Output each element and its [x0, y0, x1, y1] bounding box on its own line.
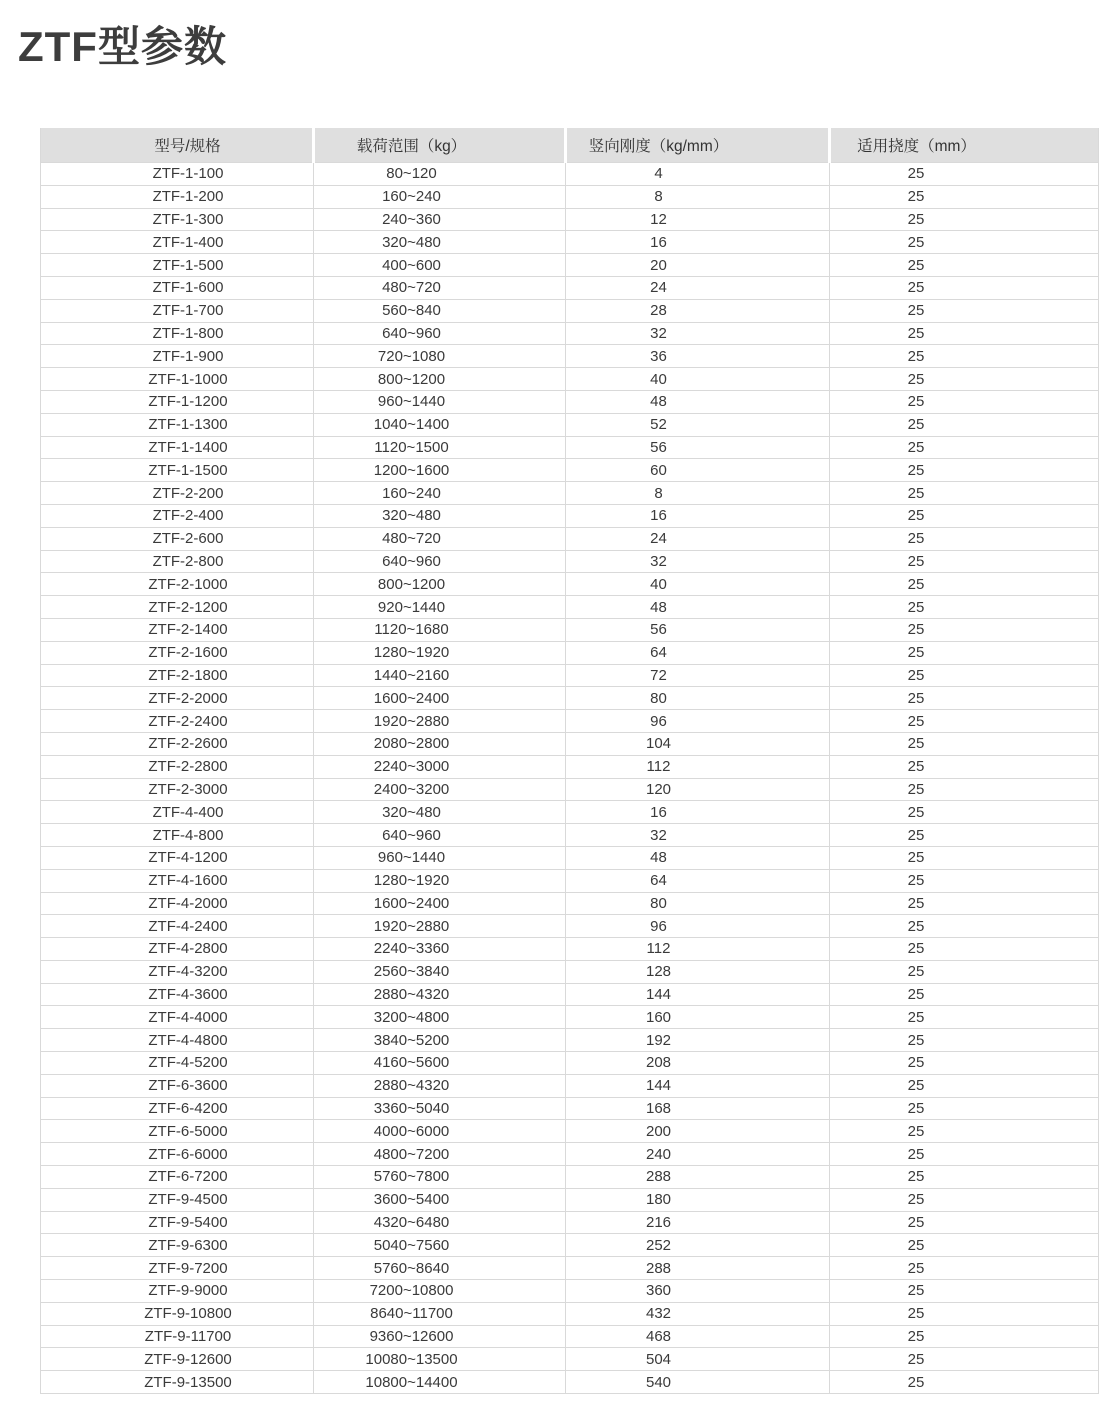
- table-row: [41, 1143, 1099, 1166]
- table-cell: 25: [830, 596, 1099, 619]
- table-cell: ZTF-4-5200: [41, 1052, 314, 1075]
- table-cell: 9360~12600: [314, 1325, 566, 1348]
- table-row: [41, 1234, 1099, 1257]
- table-row: [41, 801, 1099, 824]
- table-cell: 25: [830, 1234, 1099, 1257]
- table-cell: 960~1440: [314, 390, 566, 413]
- table-cell: 180: [566, 1188, 830, 1211]
- table-body: [41, 163, 1099, 1394]
- table-row: [41, 1211, 1099, 1234]
- table-cell: 60: [566, 459, 830, 482]
- table-row: [41, 755, 1099, 778]
- table-cell: ZTF-4-3200: [41, 960, 314, 983]
- table-cell: ZTF-6-5000: [41, 1120, 314, 1143]
- table-cell: 360: [566, 1280, 830, 1303]
- table-row: [41, 778, 1099, 801]
- table-cell: 112: [566, 755, 830, 778]
- table-cell: 400~600: [314, 254, 566, 277]
- table-cell: 80: [566, 687, 830, 710]
- table-cell: 128: [566, 960, 830, 983]
- table-cell: 640~960: [314, 824, 566, 847]
- page-title: ZTF型参数: [18, 23, 227, 70]
- table-cell: 52: [566, 413, 830, 436]
- table-cell: ZTF-2-1000: [41, 573, 314, 596]
- column-header-model-spec: 型号/规格: [41, 128, 314, 163]
- table-cell: 25: [830, 687, 1099, 710]
- table-cell: ZTF-4-400: [41, 801, 314, 824]
- table-cell: 25: [830, 1143, 1099, 1166]
- table-cell: 168: [566, 1097, 830, 1120]
- table-cell: 216: [566, 1211, 830, 1234]
- table-cell: 25: [830, 1006, 1099, 1029]
- table-cell: 120: [566, 778, 830, 801]
- table-row: [41, 915, 1099, 938]
- table-row: [41, 1325, 1099, 1348]
- table-cell: 25: [830, 1348, 1099, 1371]
- table-row: [41, 960, 1099, 983]
- table-cell: 560~840: [314, 299, 566, 322]
- table-cell: 25: [830, 1302, 1099, 1325]
- table-row: [41, 596, 1099, 619]
- table-cell: 4160~5600: [314, 1052, 566, 1075]
- table-row: [41, 1097, 1099, 1120]
- table-cell: 240: [566, 1143, 830, 1166]
- table-cell: 2400~3200: [314, 778, 566, 801]
- table-cell: 25: [830, 1257, 1099, 1280]
- table-cell: 25: [830, 208, 1099, 231]
- table-cell: 25: [830, 482, 1099, 505]
- table-cell: 72: [566, 664, 830, 687]
- table-cell: ZTF-9-13500: [41, 1371, 314, 1394]
- table-cell: 540: [566, 1371, 830, 1394]
- table-cell: 25: [830, 1120, 1099, 1143]
- table-cell: 8640~11700: [314, 1302, 566, 1325]
- table-row: [41, 1302, 1099, 1325]
- table-cell: 1600~2400: [314, 892, 566, 915]
- table-row: [41, 550, 1099, 573]
- table-cell: ZTF-9-9000: [41, 1280, 314, 1303]
- table-cell: 2560~3840: [314, 960, 566, 983]
- table-cell: ZTF-4-2000: [41, 892, 314, 915]
- table-row: [41, 185, 1099, 208]
- table-cell: ZTF-6-6000: [41, 1143, 314, 1166]
- table-cell: 25: [830, 573, 1099, 596]
- table-cell: 1120~1500: [314, 436, 566, 459]
- table-cell: ZTF-2-2400: [41, 710, 314, 733]
- table-cell: 240~360: [314, 208, 566, 231]
- table-cell: 5040~7560: [314, 1234, 566, 1257]
- table-cell: 160: [566, 1006, 830, 1029]
- table-cell: 25: [830, 254, 1099, 277]
- table-cell: 20: [566, 254, 830, 277]
- table-cell: 28: [566, 299, 830, 322]
- table-cell: 64: [566, 641, 830, 664]
- table-cell: 24: [566, 527, 830, 550]
- table-cell: ZTF-1-700: [41, 299, 314, 322]
- table-cell: 1280~1920: [314, 641, 566, 664]
- column-header-load-range: 载荷范围（kg）: [314, 128, 566, 163]
- table-row: [41, 276, 1099, 299]
- table-cell: 48: [566, 390, 830, 413]
- table-cell: 1200~1600: [314, 459, 566, 482]
- table-cell: 25: [830, 755, 1099, 778]
- table-cell: 25: [830, 1052, 1099, 1075]
- table-cell: 1600~2400: [314, 687, 566, 710]
- table-cell: ZTF-6-3600: [41, 1074, 314, 1097]
- table-cell: 25: [830, 1188, 1099, 1211]
- table-cell: ZTF-2-1800: [41, 664, 314, 687]
- table-cell: ZTF-1-1400: [41, 436, 314, 459]
- table-cell: 25: [830, 1097, 1099, 1120]
- table-cell: 24: [566, 276, 830, 299]
- table-cell: 25: [830, 459, 1099, 482]
- table-cell: 25: [830, 846, 1099, 869]
- table-cell: 2080~2800: [314, 732, 566, 755]
- column-header-vertical-stiffness: 竖向刚度（kg/mm）: [566, 128, 830, 163]
- table-cell: 10080~13500: [314, 1348, 566, 1371]
- table-cell: ZTF-9-12600: [41, 1348, 314, 1371]
- table-row: [41, 436, 1099, 459]
- table-cell: ZTF-2-3000: [41, 778, 314, 801]
- table-row: [41, 687, 1099, 710]
- table-cell: ZTF-4-800: [41, 824, 314, 847]
- table-cell: 4000~6000: [314, 1120, 566, 1143]
- table-cell: 3600~5400: [314, 1188, 566, 1211]
- table-cell: 25: [830, 1166, 1099, 1189]
- table-cell: 25: [830, 299, 1099, 322]
- table-cell: ZTF-1-1000: [41, 368, 314, 391]
- table-cell: 25: [830, 185, 1099, 208]
- table-cell: 25: [830, 641, 1099, 664]
- table-cell: 2880~4320: [314, 1074, 566, 1097]
- table-cell: 16: [566, 504, 830, 527]
- table-cell: 3200~4800: [314, 1006, 566, 1029]
- table-cell: 25: [830, 664, 1099, 687]
- table-cell: 32: [566, 550, 830, 573]
- table-row: [41, 573, 1099, 596]
- table-cell: ZTF-1-200: [41, 185, 314, 208]
- table-cell: ZTF-2-2600: [41, 732, 314, 755]
- table-cell: ZTF-9-5400: [41, 1211, 314, 1234]
- table-cell: ZTF-2-200: [41, 482, 314, 505]
- table-cell: 25: [830, 869, 1099, 892]
- table-row: [41, 1166, 1099, 1189]
- table-cell: 4320~6480: [314, 1211, 566, 1234]
- table-cell: 56: [566, 618, 830, 641]
- table-row: [41, 824, 1099, 847]
- table-cell: 4800~7200: [314, 1143, 566, 1166]
- table-row: [41, 732, 1099, 755]
- column-header-applicable-deflection: 适用挠度（mm）: [830, 128, 1099, 163]
- table-cell: 25: [830, 1371, 1099, 1394]
- table-cell: 640~960: [314, 322, 566, 345]
- table-row: [41, 846, 1099, 869]
- table-cell: 288: [566, 1257, 830, 1280]
- table-row: [41, 1006, 1099, 1029]
- table-cell: 800~1200: [314, 573, 566, 596]
- table-cell: 96: [566, 710, 830, 733]
- table-cell: 1120~1680: [314, 618, 566, 641]
- table-cell: 1920~2880: [314, 915, 566, 938]
- table-cell: 64: [566, 869, 830, 892]
- table-cell: 4: [566, 163, 830, 186]
- table-cell: ZTF-9-4500: [41, 1188, 314, 1211]
- table-cell: 7200~10800: [314, 1280, 566, 1303]
- table-cell: ZTF-6-7200: [41, 1166, 314, 1189]
- table-row: [41, 504, 1099, 527]
- table-cell: 144: [566, 983, 830, 1006]
- table-cell: ZTF-4-2800: [41, 938, 314, 961]
- table-row: [41, 527, 1099, 550]
- table-cell: 960~1440: [314, 846, 566, 869]
- table-cell: ZTF-4-4800: [41, 1029, 314, 1052]
- table-cell: 1040~1400: [314, 413, 566, 436]
- table-cell: 200: [566, 1120, 830, 1143]
- table-cell: 25: [830, 368, 1099, 391]
- table-cell: 920~1440: [314, 596, 566, 619]
- table-row: [41, 1188, 1099, 1211]
- table-cell: 2240~3000: [314, 755, 566, 778]
- table-cell: 25: [830, 436, 1099, 459]
- table-cell: ZTF-9-6300: [41, 1234, 314, 1257]
- table-row: [41, 254, 1099, 277]
- table-cell: 25: [830, 550, 1099, 573]
- table-cell: ZTF-2-2800: [41, 755, 314, 778]
- table-row: [41, 322, 1099, 345]
- table-cell: 25: [830, 276, 1099, 299]
- table-cell: 25: [830, 824, 1099, 847]
- table-cell: 288: [566, 1166, 830, 1189]
- table-cell: 25: [830, 618, 1099, 641]
- table-cell: 25: [830, 1029, 1099, 1052]
- table-cell: 160~240: [314, 185, 566, 208]
- table-cell: ZTF-1-600: [41, 276, 314, 299]
- table-cell: 3840~5200: [314, 1029, 566, 1052]
- table-row: [41, 482, 1099, 505]
- table-cell: 16: [566, 231, 830, 254]
- table-row: [41, 163, 1099, 186]
- table-row: [41, 641, 1099, 664]
- table-row: [41, 368, 1099, 391]
- table-cell: 25: [830, 390, 1099, 413]
- table-row: [41, 1052, 1099, 1075]
- table-cell: 25: [830, 732, 1099, 755]
- table-row: [41, 208, 1099, 231]
- ztf-parameters-table: [40, 128, 1099, 1394]
- table-cell: ZTF-2-600: [41, 527, 314, 550]
- table-cell: 32: [566, 322, 830, 345]
- table-cell: 25: [830, 1280, 1099, 1303]
- table-cell: 25: [830, 163, 1099, 186]
- table-cell: 432: [566, 1302, 830, 1325]
- table-cell: ZTF-2-1600: [41, 641, 314, 664]
- table-cell: 25: [830, 231, 1099, 254]
- table-cell: ZTF-2-1200: [41, 596, 314, 619]
- header-row: [41, 128, 1099, 163]
- table-cell: 252: [566, 1234, 830, 1257]
- table-cell: 3360~5040: [314, 1097, 566, 1120]
- table-cell: ZTF-2-1400: [41, 618, 314, 641]
- table-cell: 25: [830, 322, 1099, 345]
- table-row: [41, 983, 1099, 1006]
- table-cell: 208: [566, 1052, 830, 1075]
- table-row: [41, 231, 1099, 254]
- table-cell: 25: [830, 892, 1099, 915]
- table-cell: 36: [566, 345, 830, 368]
- table-cell: ZTF-4-3600: [41, 983, 314, 1006]
- table-cell: 1440~2160: [314, 664, 566, 687]
- table-cell: 2240~3360: [314, 938, 566, 961]
- table-row: [41, 1280, 1099, 1303]
- table-cell: 25: [830, 778, 1099, 801]
- table-cell: ZTF-1-400: [41, 231, 314, 254]
- table-row: [41, 345, 1099, 368]
- table-cell: 25: [830, 915, 1099, 938]
- table-cell: ZTF-2-800: [41, 550, 314, 573]
- table-cell: 25: [830, 801, 1099, 824]
- table-cell: ZTF-9-10800: [41, 1302, 314, 1325]
- table-cell: ZTF-1-1300: [41, 413, 314, 436]
- table-cell: 32: [566, 824, 830, 847]
- table-cell: 25: [830, 1211, 1099, 1234]
- table-cell: 48: [566, 846, 830, 869]
- table-cell: 25: [830, 983, 1099, 1006]
- table-cell: 96: [566, 915, 830, 938]
- table-cell: 80: [566, 892, 830, 915]
- table-cell: ZTF-9-11700: [41, 1325, 314, 1348]
- table-cell: 80~120: [314, 163, 566, 186]
- table-cell: 320~480: [314, 504, 566, 527]
- table-cell: ZTF-1-1200: [41, 390, 314, 413]
- table-cell: ZTF-4-1600: [41, 869, 314, 892]
- table-cell: ZTF-2-400: [41, 504, 314, 527]
- table-row: [41, 892, 1099, 915]
- table-row: [41, 299, 1099, 322]
- table-row: [41, 1074, 1099, 1097]
- table-cell: 40: [566, 573, 830, 596]
- table-cell: ZTF-4-1200: [41, 846, 314, 869]
- table-cell: 144: [566, 1074, 830, 1097]
- table-cell: 25: [830, 710, 1099, 733]
- table-header: [41, 128, 1099, 163]
- table-cell: 112: [566, 938, 830, 961]
- table-cell: 720~1080: [314, 345, 566, 368]
- table-cell: 104: [566, 732, 830, 755]
- table-cell: 468: [566, 1325, 830, 1348]
- table-cell: ZTF-9-7200: [41, 1257, 314, 1280]
- table-cell: ZTF-1-300: [41, 208, 314, 231]
- table-row: [41, 1120, 1099, 1143]
- table-cell: ZTF-2-2000: [41, 687, 314, 710]
- table-cell: 640~960: [314, 550, 566, 573]
- table-cell: 800~1200: [314, 368, 566, 391]
- table-cell: 320~480: [314, 231, 566, 254]
- table-cell: 8: [566, 482, 830, 505]
- table-row: [41, 664, 1099, 687]
- table-cell: 5760~8640: [314, 1257, 566, 1280]
- table-row: [41, 938, 1099, 961]
- table-cell: 5760~7800: [314, 1166, 566, 1189]
- table-cell: 160~240: [314, 482, 566, 505]
- table-cell: 25: [830, 960, 1099, 983]
- table-cell: ZTF-1-1500: [41, 459, 314, 482]
- table-cell: ZTF-6-4200: [41, 1097, 314, 1120]
- table-row: [41, 390, 1099, 413]
- table-cell: 16: [566, 801, 830, 824]
- table-cell: 10800~14400: [314, 1371, 566, 1394]
- table-cell: 1280~1920: [314, 869, 566, 892]
- table-cell: ZTF-1-100: [41, 163, 314, 186]
- table-cell: ZTF-1-500: [41, 254, 314, 277]
- table-row: [41, 710, 1099, 733]
- table-cell: 320~480: [314, 801, 566, 824]
- table-cell: 25: [830, 527, 1099, 550]
- table-cell: 2880~4320: [314, 983, 566, 1006]
- table-row: [41, 869, 1099, 892]
- table-cell: 192: [566, 1029, 830, 1052]
- table-cell: 25: [830, 1074, 1099, 1097]
- table-cell: ZTF-1-800: [41, 322, 314, 345]
- table-cell: 504: [566, 1348, 830, 1371]
- table-cell: ZTF-1-900: [41, 345, 314, 368]
- table-cell: 1920~2880: [314, 710, 566, 733]
- table-cell: 12: [566, 208, 830, 231]
- table-row: [41, 459, 1099, 482]
- table-row: [41, 618, 1099, 641]
- table-row: [41, 413, 1099, 436]
- table-cell: ZTF-4-2400: [41, 915, 314, 938]
- table-cell: 48: [566, 596, 830, 619]
- table-cell: 480~720: [314, 276, 566, 299]
- table-cell: 56: [566, 436, 830, 459]
- table-row: [41, 1029, 1099, 1052]
- table-row: [41, 1371, 1099, 1394]
- table-cell: 25: [830, 938, 1099, 961]
- table-cell: 480~720: [314, 527, 566, 550]
- table-cell: 8: [566, 185, 830, 208]
- table-cell: 25: [830, 504, 1099, 527]
- table-cell: 25: [830, 1325, 1099, 1348]
- table-cell: ZTF-4-4000: [41, 1006, 314, 1029]
- table-cell: 25: [830, 413, 1099, 436]
- table-row: [41, 1257, 1099, 1280]
- table-cell: 25: [830, 345, 1099, 368]
- table-cell: 40: [566, 368, 830, 391]
- table-row: [41, 1348, 1099, 1371]
